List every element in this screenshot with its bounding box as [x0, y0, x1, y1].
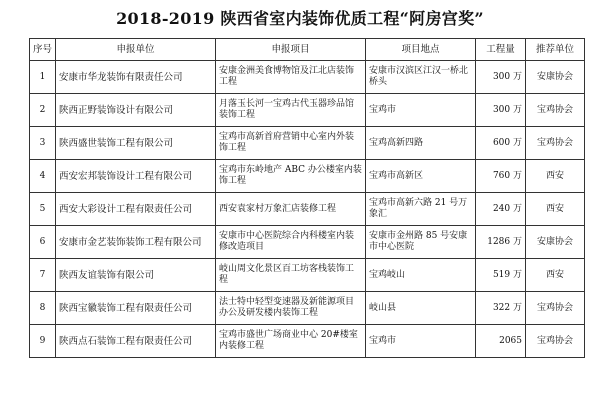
cell-location: 安康市汉滨区江汉一桥北桥头	[366, 61, 476, 94]
cell-recommender: 西安	[526, 193, 585, 226]
cell-unit: 陕西友谊装饰有限公司	[56, 259, 216, 292]
document-title: 2018-2019 陕西省室内装饰优质工程“阿房宫奖”	[116, 9, 484, 28]
cell-unit: 陕西正野装饰设计有限公司	[56, 94, 216, 127]
cell-project: 西安袁家村万象汇店装修工程	[216, 193, 366, 226]
cell-unit: 陕西宝徽装饰工程有限责任公司	[56, 292, 216, 325]
cell-project: 安康金洲美食博物馆及江北店装饰工程	[216, 61, 366, 94]
cell-recommender: 安康协会	[526, 61, 585, 94]
cell-no: 5	[30, 193, 56, 226]
cell-recommender: 宝鸡协会	[526, 127, 585, 160]
table-row	[30, 259, 585, 292]
table-row	[30, 292, 585, 325]
cell-recommender: 宝鸡协会	[526, 94, 585, 127]
cell-location: 宝鸡岐山	[366, 259, 476, 292]
cell-project: 宝鸡市盛世广场商业中心 20#楼室内装修工程	[216, 325, 366, 358]
cell-project: 岐山周文化景区百工坊客栈装饰工程	[216, 259, 366, 292]
cell-recommender: 西安	[526, 259, 585, 292]
cell-no: 9	[30, 325, 56, 358]
cell-no: 4	[30, 160, 56, 193]
table-row	[30, 325, 585, 358]
table-row	[30, 226, 585, 259]
header-no: 序号	[30, 39, 56, 61]
cell-recommender: 安康协会	[526, 226, 585, 259]
header-location: 项目地点	[366, 39, 476, 61]
cell-no: 7	[30, 259, 56, 292]
cell-recommender: 宝鸡协会	[526, 325, 585, 358]
cell-location: 宝鸡市	[366, 94, 476, 127]
cell-amount: 322 万	[476, 292, 526, 325]
table-header-row	[30, 39, 585, 61]
header-amount: 工程量	[476, 39, 526, 61]
cell-amount: 600 万	[476, 127, 526, 160]
cell-location: 宝鸡市	[366, 325, 476, 358]
cell-recommender: 西安	[526, 160, 585, 193]
cell-amount: 2065	[476, 325, 526, 358]
table-row	[30, 61, 585, 94]
cell-amount: 519 万	[476, 259, 526, 292]
table-row	[30, 160, 585, 193]
cell-location: 宝鸡市高新六路 21 号万象汇	[366, 193, 476, 226]
cell-unit: 安康市金艺装饰装饰工程有限公司	[56, 226, 216, 259]
cell-amount: 300 万	[476, 94, 526, 127]
header-unit: 申报单位	[56, 39, 216, 61]
cell-amount: 1286 万	[476, 226, 526, 259]
table-row	[30, 94, 585, 127]
cell-no: 3	[30, 127, 56, 160]
cell-location: 宝鸡高新四路	[366, 127, 476, 160]
cell-no: 1	[30, 61, 56, 94]
cell-no: 6	[30, 226, 56, 259]
cell-unit: 安康市华龙装饰有限责任公司	[56, 61, 216, 94]
cell-unit: 西安宏邦装饰设计工程有限公司	[56, 160, 216, 193]
table-row	[30, 193, 585, 226]
cell-project: 宝鸡市高新首府营销中心室内外装饰工程	[216, 127, 366, 160]
header-project: 申报项目	[216, 39, 366, 61]
cell-project: 月落玉长河一宝鸡古代玉器珍品馆装饰工程	[216, 94, 366, 127]
cell-project: 法士特中轻型变速器及新能源项目办公及研发楼内装饰工程	[216, 292, 366, 325]
cell-unit: 陕西点石装饰工程有限责任公司	[56, 325, 216, 358]
cell-no: 2	[30, 94, 56, 127]
cell-location: 安康市金州路 85 号安康市中心医院	[366, 226, 476, 259]
cell-amount: 760 万	[476, 160, 526, 193]
cell-no: 8	[30, 292, 56, 325]
cell-location: 宝鸡市高新区	[366, 160, 476, 193]
cell-project: 安康市中心医院综合内科楼室内装修改造项目	[216, 226, 366, 259]
award-table	[29, 38, 585, 358]
cell-location: 岐山县	[366, 292, 476, 325]
cell-unit: 西安大彩设计工程有限责任公司	[56, 193, 216, 226]
table-row	[30, 127, 585, 160]
header-recommender: 推荐单位	[526, 39, 585, 61]
cell-amount: 240 万	[476, 193, 526, 226]
cell-recommender: 宝鸡协会	[526, 292, 585, 325]
cell-unit: 陕西盛世装饰工程有限公司	[56, 127, 216, 160]
cell-project: 宝鸡市东岭地产 ABC 办公楼室内装饰工程	[216, 160, 366, 193]
cell-amount: 300 万	[476, 61, 526, 94]
